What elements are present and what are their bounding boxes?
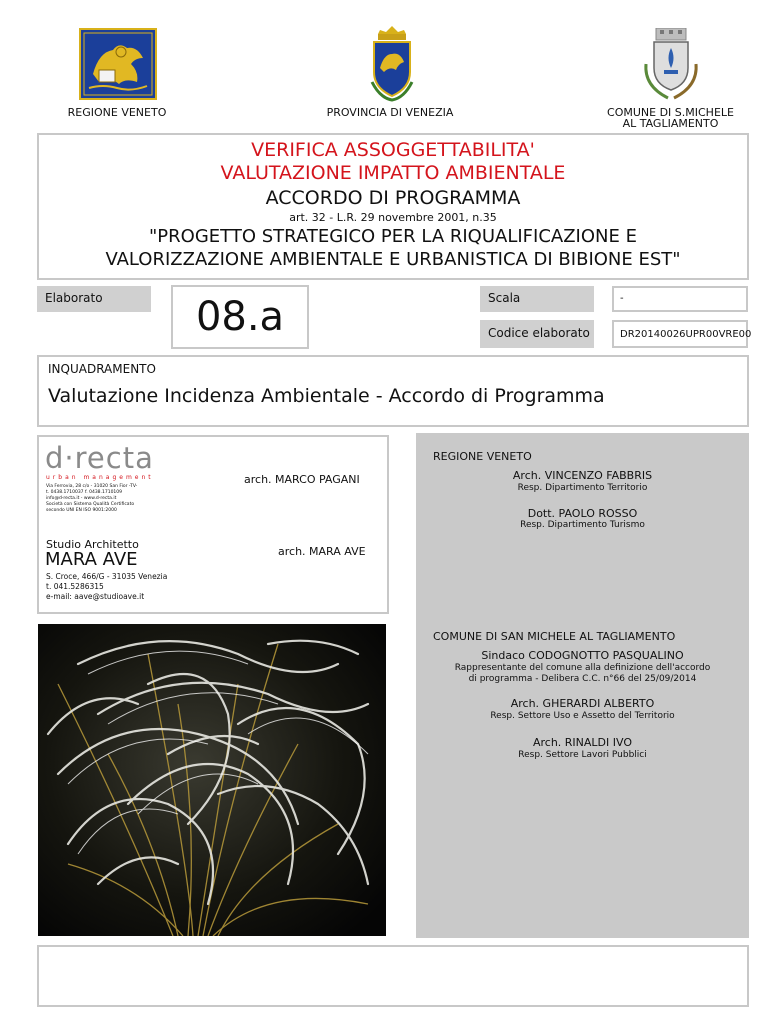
elaborato-label: Elaborato: [37, 286, 151, 312]
logo-caption-comune-line1: COMUNE DI S.MICHELE: [607, 106, 734, 119]
title-line-verifica: VERIFICA ASSOGGETTABILITA': [251, 139, 535, 161]
authorities-panel: [416, 433, 749, 938]
directa-address-1: Via Ferrovia, 28 c/o - 31020 San Fior -TV-: [46, 484, 138, 489]
regione-label: REGIONE VENETO: [433, 450, 532, 463]
comune-official-3-role: Resp. Settore Lavori Pubblici: [518, 750, 647, 760]
title-line-via: VALUTAZIONE IMPATTO AMBIENTALE: [220, 162, 566, 184]
project-title-line2: VALORIZZAZIONE AMBIENTALE E URBANISTICA DI BIBIONE EST": [105, 249, 681, 270]
provincia-venezia-crest-icon: [370, 26, 414, 102]
studio-address-1: S. Croce, 466/G - 31035 Venezia: [46, 572, 168, 581]
title-block: [37, 133, 749, 280]
comune-official-1-role-2: di programma - Delibera C.C. n°66 del 25/09/2014: [468, 674, 697, 684]
studio-address-2: t. 041.5286315: [46, 582, 104, 591]
scala-value: -: [612, 286, 748, 312]
comune-official-2-name: Arch. GHERARDI ALBERTO: [510, 697, 655, 710]
designer-arch1: arch. MARCO PAGANI: [244, 473, 360, 486]
studio-name: MARA AVE: [45, 549, 138, 570]
title-law-reference: art. 32 - L.R. 29 novembre 2001, n.35: [289, 211, 497, 224]
logo-caption-provincia: PROVINCIA DI VENEZIA: [326, 106, 454, 119]
notes-box: [37, 945, 749, 1007]
scala-label: Scala: [480, 286, 594, 312]
comune-smichele-crest-icon: [640, 28, 702, 102]
directa-address-4: Società con Sistema Qualità Certificato: [46, 502, 135, 507]
regione-official-2-name: Dott. PAOLO ROSSO: [527, 507, 638, 520]
directa-address-3: info@d-recta.it - www.d-recta.it: [46, 496, 117, 501]
regione-official-2-role: Resp. Dipartimento Turismo: [520, 520, 645, 530]
codice-value: DR20140026UPR00VRE00: [612, 320, 748, 348]
studio-label: Studio Architetto: [46, 538, 139, 551]
comune-official-1-name: Sindaco CODOGNOTTO PASQUALINO: [481, 649, 684, 662]
regione-official-1-name: Arch. VINCENZO FABBRIS: [512, 469, 653, 482]
directa-logo-text: d·recta: [45, 441, 154, 475]
directa-logo: [45, 443, 154, 473]
comune-label: COMUNE DI SAN MICHELE AL TAGLIAMENTO: [433, 630, 676, 643]
regione-veneto-crest-icon: [79, 28, 157, 100]
designers-block: [37, 435, 389, 614]
inquadramento-block: [37, 355, 749, 427]
comune-official-1-role-1: Rappresentante del comune alla definizione dell'accordo: [454, 663, 711, 673]
comune-official-2-role: Resp. Settore Uso e Assetto del Territorio: [490, 711, 675, 721]
inquadramento-label: INQUADRAMENTO: [48, 362, 156, 376]
feather-grass-photo: [38, 624, 386, 936]
directa-address-5: secondo UNI EN ISO 9001:2000: [46, 508, 117, 513]
elaborato-value: 08.a: [195, 294, 285, 340]
directa-logo-sub: urban management: [46, 474, 154, 481]
designer-arch2: arch. MARA AVE: [278, 545, 366, 558]
comune-official-3-name: Arch. RINALDI IVO: [532, 736, 633, 749]
elaborato-value-box: [171, 285, 309, 349]
codice-label: Codice elaborato: [480, 320, 594, 348]
title-line-accordo: ACCORDO DI PROGRAMMA: [265, 187, 521, 209]
inquadramento-text: Valutazione Incidenza Ambientale - Accordo di Programma: [48, 385, 605, 407]
directa-address-2: t. 0438.1710037 f. 0438.1710109: [46, 490, 123, 495]
logo-caption-comune-line2: AL TAGLIAMENTO: [622, 117, 719, 130]
project-title-line1: "PROGETTO STRATEGICO PER LA RIQUALIFICAZIONE E: [149, 226, 637, 247]
studio-email: e-mail: aave@studioave.it: [46, 592, 145, 601]
regione-official-1-role: Resp. Dipartimento Territorio: [517, 483, 648, 493]
logo-caption-regione: REGIONE VENETO: [67, 106, 167, 119]
